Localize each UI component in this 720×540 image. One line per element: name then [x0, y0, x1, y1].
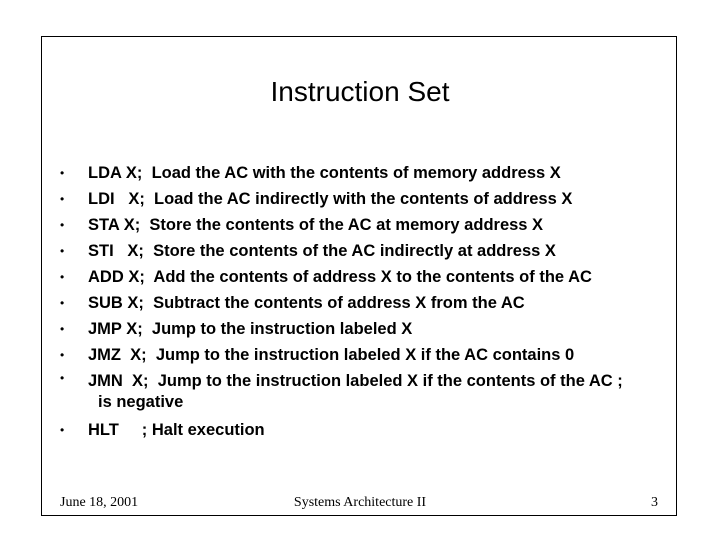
- list-item: [56, 316, 686, 342]
- list-item: [56, 186, 686, 212]
- list-item: [56, 212, 686, 238]
- list-item: [56, 290, 686, 316]
- instruction-code: JMZ X;: [88, 346, 147, 364]
- bullet-icon: •: [60, 423, 65, 437]
- list-item: [56, 160, 686, 186]
- list-item: [56, 264, 686, 290]
- slide-title: Instruction Set: [270, 76, 450, 107]
- footer-date: June 18, 2001: [60, 495, 139, 510]
- bullet-icon: •: [60, 270, 65, 284]
- instruction-description: Load the AC indirectly with the contents of address X: [154, 190, 573, 208]
- instruction-code: ADD X;: [88, 268, 145, 286]
- bullet-icon: •: [60, 218, 65, 232]
- instruction-code: JMN X;: [88, 372, 149, 390]
- instruction-description: ; Halt execution: [141, 421, 265, 439]
- instruction-description: Jump to the instruction labeled X: [151, 320, 413, 338]
- instruction-description: Store the contents of the AC indirectly at address X: [153, 242, 556, 260]
- instruction-description: Subtract the contents of address X from the AC: [153, 294, 525, 312]
- instruction-description: Jump to the instruction labeled X if the AC contains 0: [155, 346, 575, 364]
- bullet-icon: •: [60, 371, 65, 385]
- bullet-icon: •: [60, 296, 65, 310]
- list-item: [56, 238, 686, 264]
- instruction-description: Jump to the instruction labeled X if the contents of the AC ;: [157, 372, 623, 390]
- instruction-code: HLT: [88, 421, 119, 439]
- list-item: [56, 417, 686, 443]
- list-item: [56, 368, 686, 412]
- page-number: 3: [651, 495, 658, 510]
- instruction-code: STI X;: [88, 242, 144, 260]
- instruction-description: Store the contents of the AC at memory address X: [149, 216, 544, 234]
- instruction-description: Load the AC with the contents of memory address X: [151, 164, 561, 182]
- list-item: [56, 342, 686, 368]
- instruction-code: LDI X;: [88, 190, 145, 208]
- bullet-icon: •: [60, 348, 65, 362]
- instruction-list: [56, 160, 686, 443]
- instruction-description-continuation: is negative: [98, 392, 184, 411]
- footer-course: Systems Architecture II: [293, 495, 427, 510]
- bullet-icon: •: [60, 166, 65, 180]
- instruction-code: STA X;: [88, 216, 141, 234]
- instruction-code: JMP X;: [88, 320, 143, 338]
- instruction-code: LDA X;: [88, 164, 143, 182]
- bullet-icon: •: [60, 244, 65, 258]
- instruction-code: SUB X;: [88, 294, 144, 312]
- bullet-icon: •: [60, 322, 65, 336]
- bullet-icon: •: [60, 192, 65, 206]
- instruction-description: Add the contents of address X to the contents of the AC: [153, 268, 592, 286]
